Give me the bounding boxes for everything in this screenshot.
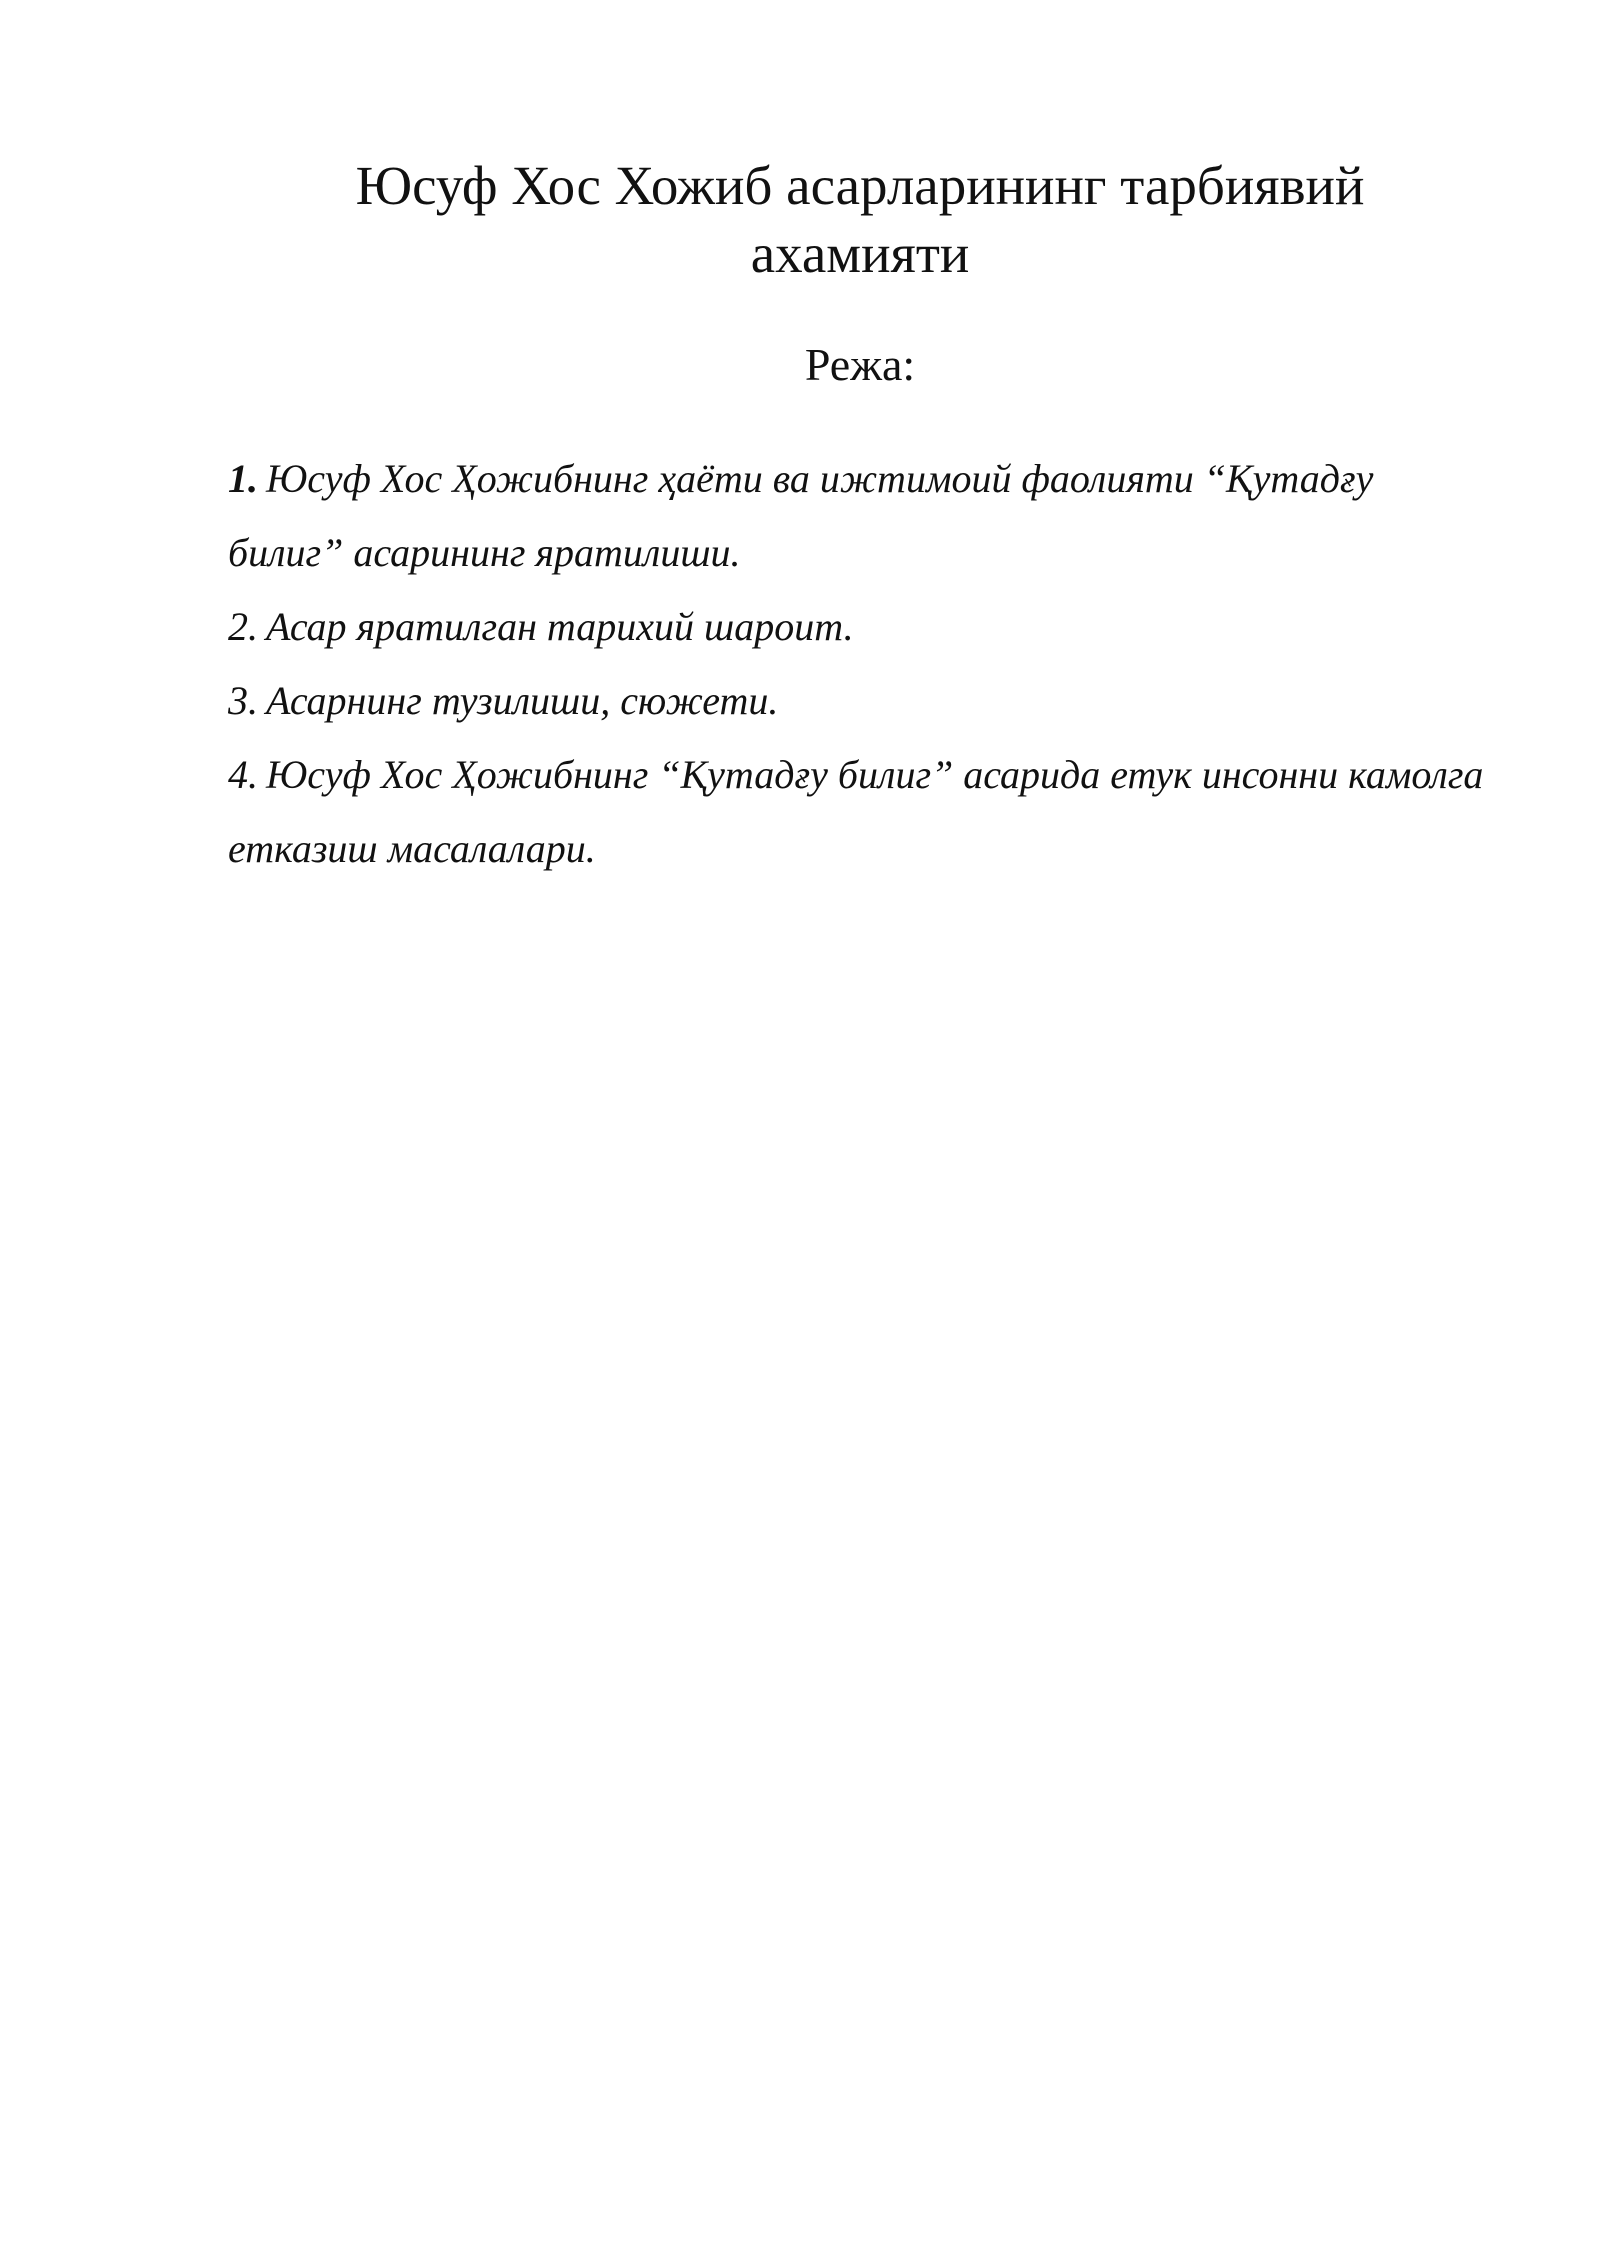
title-line-2: ахамияти bbox=[750, 223, 970, 284]
title-line-1: Юсуф Хос Хожиб асарларининг тарбиявий bbox=[355, 155, 1365, 216]
plan-item-text: Асар яратилган тарихий шароит. bbox=[266, 604, 854, 649]
plan-list bbox=[228, 442, 1493, 886]
document-title bbox=[230, 152, 1490, 288]
plan-item-number: 4. bbox=[228, 752, 258, 797]
plan-item-number: 1. bbox=[228, 456, 258, 501]
plan-item bbox=[228, 590, 1493, 664]
plan-item-number: 3. bbox=[228, 678, 258, 723]
plan-item-text: Юсуф Хос Ҳожибнинг ҳаёти ва ижтимоий фаолияти “Қутадғу билиг” асарининг яратилиши. bbox=[228, 456, 1374, 575]
plan-item bbox=[228, 442, 1493, 590]
plan-heading: Режа: bbox=[804, 339, 916, 390]
plan-item-text: Асарнинг тузилиши, сюжети. bbox=[266, 678, 779, 723]
plan-item-text: Юсуф Хос Ҳожибнинг “Қутадғу билиг” асарида етук инсонни камолга етказиш масалалари. bbox=[228, 752, 1484, 871]
plan-item bbox=[228, 738, 1493, 886]
plan-item bbox=[228, 664, 1493, 738]
plan-item-number: 2. bbox=[228, 604, 258, 649]
